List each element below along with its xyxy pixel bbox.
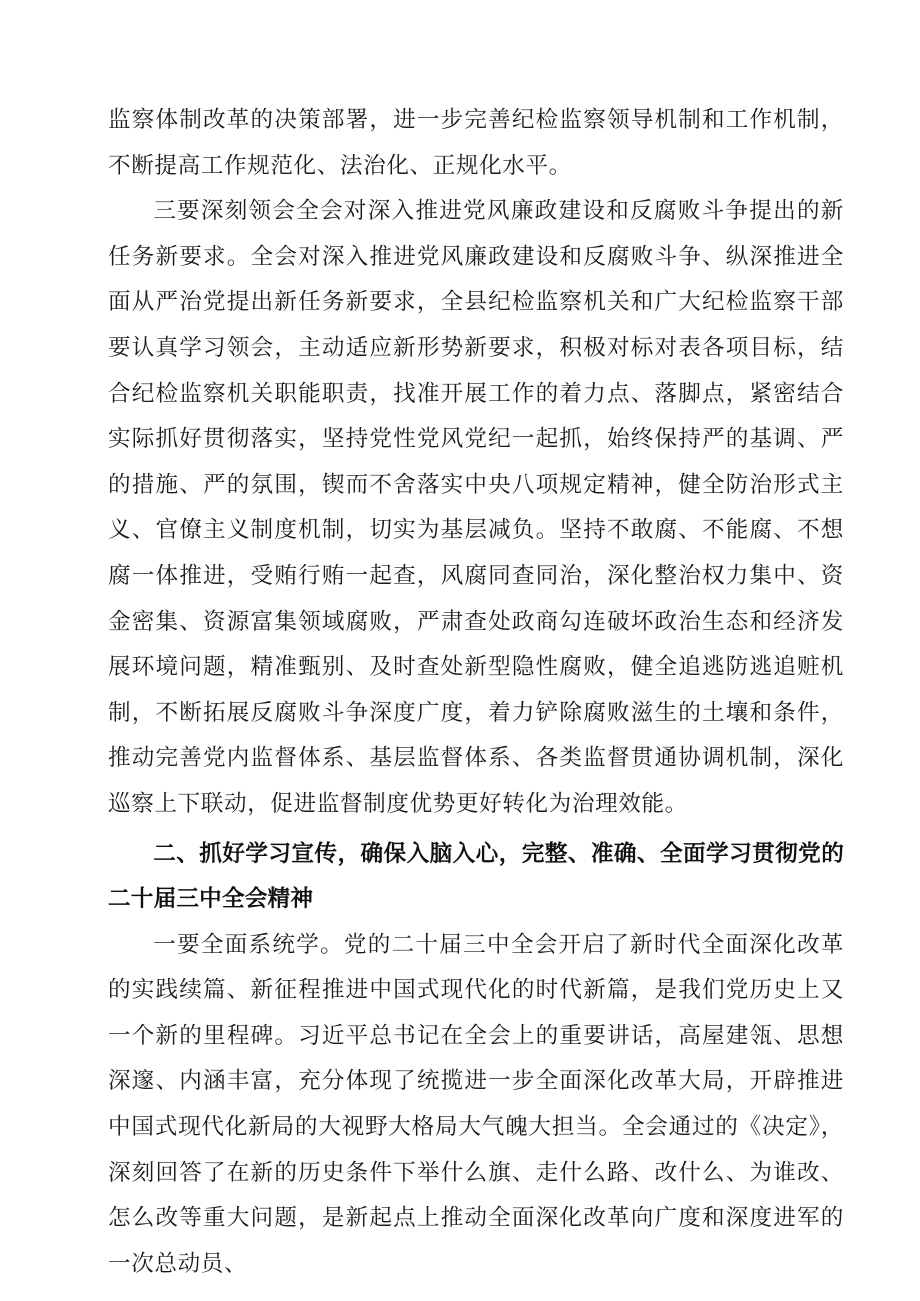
paragraph-third-requirement: 三要深刻领会全会对深入推进党风廉政建设和反腐败斗争提出的新任务新要求。全会对深入推进党风廉政建设和反腐败斗争、纵深推进全面从严治党提出新任务新要求，全县纪检监察机关和广大纪检监察干部要认真学习领会，主动适应新形势新要求，积极对标对表各项目标，结合纪检监察机关职能职责，找准开展工作的着力点、落脚点，紧密结合实际抓好贯彻落实，坚持党性党风党纪一起抓，始终保持严的基调、严的措施、严的氛围，锲而不舍落实中央八项规定精神，健全防治形式主义、官僚主义制度机制，切实为基层减负。坚持不敢腐、不能腐、不想腐一体推进，受贿行贿一起查，风腐同查同治，深化整治权力集中、资金密集、资源富集领域腐败，严肃查处政商勾连破坏政治生态和经济发展环境问题，精准甄别、及时查处新型隐性腐败，健全追逃防逃追赃机制，不断拓展反腐败斗争深度广度，着力铲除腐败滋生的土壤和条件，推动完善党内监督体系、基层监督体系、各类监督贯通协调机制，深化巡察上下联动，促进监督制度优势更好转化为治理效能。 — [108, 198, 844, 817]
section-heading: 二、抓好学习宣传，确保入脑入心，完整、准确、全面学习贯彻党的二十届三中全会精神 — [108, 840, 844, 913]
document-body — [108, 98, 844, 1287]
paragraph-first-requirement: 一要全面系统学。党的二十届三中全会开启了新时代全面深化改革的实践续篇、新征程推进中国式现代化的时代新篇，是我们党历史上又一个新的里程碑。习近平总书记在全会上的重要讲话，高屋建瓴、思想深邃、内涵丰富，充分体现了统揽进一步全面深化改革大局，开辟推进中国式现代化新局的大视野大格局大气魄大担当。全会通过的《决定》，深刻回答了在新的历史条件下举什么旗、走什么路、改什么、为谁改、怎么改等重大问题，是新起点上推动全面深化改革向广度和深度进军的一次总动员、 — [108, 931, 844, 1277]
paragraph-continuation: 监察体制改革的决策部署，进一步完善纪检监察领导机制和工作机制，不断提高工作规范化、法治化、正规化水平。 — [108, 107, 844, 179]
